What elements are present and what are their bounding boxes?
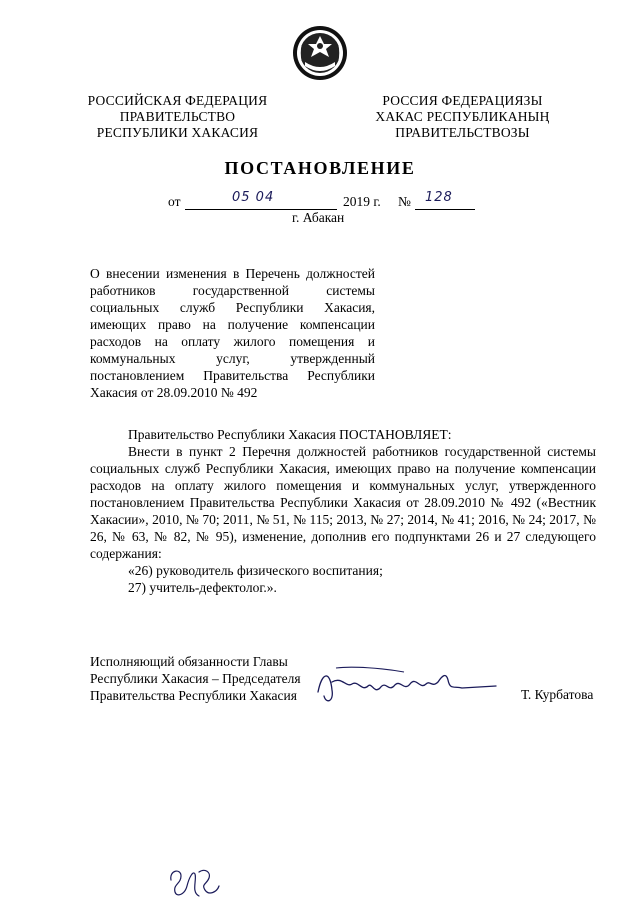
body-text — [90, 426, 596, 596]
body-paragraph-intro: Правительство Республики Хакасия ПОСТАНОВЛЯЕТ: — [128, 427, 452, 442]
handwritten-signature — [312, 662, 502, 710]
body-item-27: 27) учитель-дефектолог.». — [128, 580, 277, 595]
signature-title-block — [90, 653, 301, 704]
date-from-label: от — [168, 194, 181, 209]
signature-line-2: Республики Хакасия – Председателя — [90, 671, 301, 686]
signature-line-3: Правительства Республики Хакасия — [90, 688, 297, 703]
header-left-block — [70, 93, 285, 141]
subject-text: О внесении изменения в Перечень должностей работников государственной системы социальных служб Республики Хакасия, имеющих право на получение компенсации расходов на оплату жилого помещения и коммунальных услуг, утвержденный постановлением Правительства Республики Хакасия от 28.09.2010 № 492 — [90, 266, 375, 400]
date-handwritten: 05 04 — [232, 190, 275, 205]
city-name: г. Абакан — [292, 210, 345, 225]
body-paragraph-main: Внести в пункт 2 Перечня должностей работников государственной системы социальных служб Республики Хакасия, имеющих право на получение компенсации расходов на оплату жилого помещения и коммунальных услуг, утвержденного постановлением Правительства Республики Хакасия от 28.09.2010 № 492 («Вестник Хакасии», 2010, № 70; 2011, № 51, № 115; 2013, № 27; 2014, № 41; 2016, № 24; 2017, № 26, № 63, № 82, № 95), изменение, дополнив его подпунктами 26 и 27 следующего содержания: — [90, 444, 596, 561]
header-right-line-1: РОССИЯ ФЕДЕРАЦИЯЗЫ — [382, 93, 543, 108]
document-title: ПОСТАНОВЛЕНИЕ — [224, 158, 416, 178]
number-handwritten: 128 — [425, 190, 453, 205]
header-left-line-2: ПРАВИТЕЛЬСТВО — [119, 109, 236, 124]
handwritten-initials — [165, 862, 225, 900]
header-right-line-2: ХАКАС РЕСПУБЛИКАНЫҢ — [375, 109, 550, 124]
body-item-26: «26) руководитель физического воспитания; — [128, 563, 383, 578]
coat-of-arms-emblem — [291, 24, 349, 82]
header-right-line-3: ПРАВИТЕЛЬСТВОЗЫ — [395, 125, 530, 140]
header-right-block — [355, 93, 570, 141]
signature-line-1: Исполняющий обязанности Главы — [90, 654, 288, 669]
date-year: 2019 г. — [343, 194, 381, 209]
signer-name: Т. Курбатова — [521, 687, 594, 702]
header-left-line-1: РОССИЙСКАЯ ФЕДЕРАЦИЯ — [87, 93, 268, 108]
header-left-line-3: РЕСПУБЛИКИ ХАКАСИЯ — [96, 125, 259, 140]
number-label: № — [398, 194, 411, 209]
